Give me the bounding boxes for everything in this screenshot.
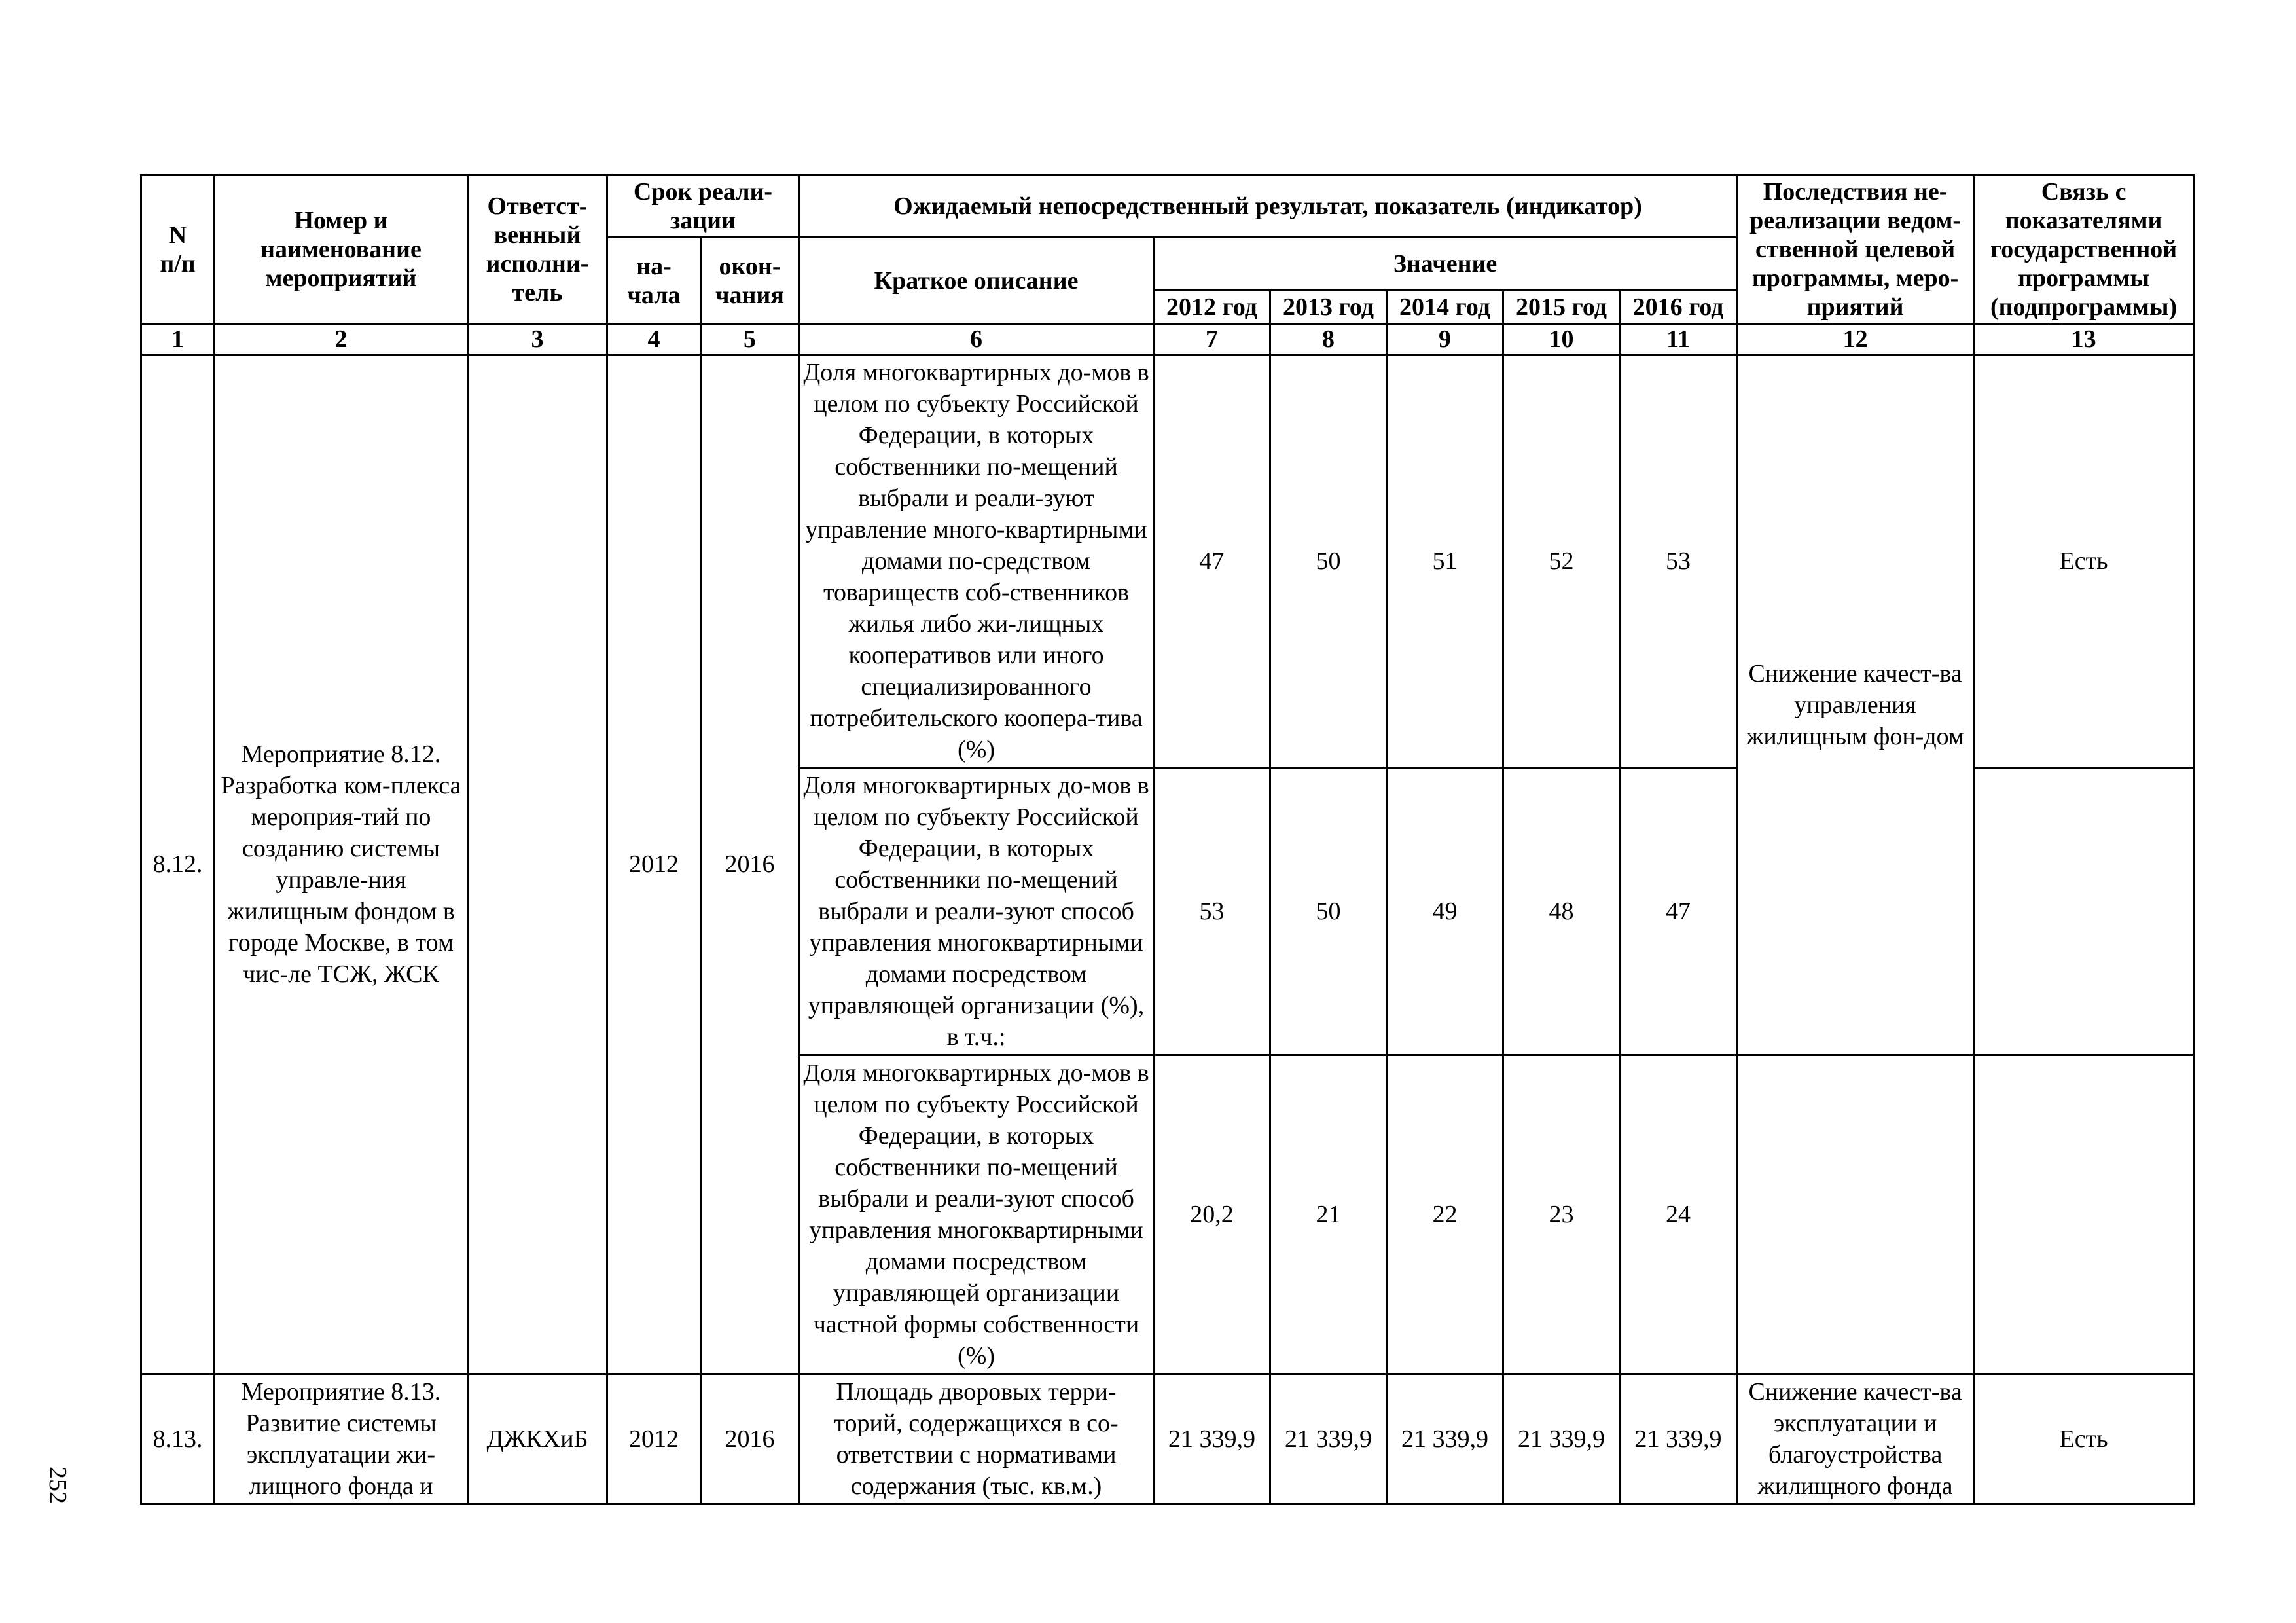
- column-number: 9: [1387, 324, 1503, 355]
- header-year: 2015 год: [1503, 291, 1620, 324]
- header-period-text: Срок реали-зации: [633, 178, 773, 234]
- header-executor-text: Ответст-венный исполни-тель: [486, 192, 589, 306]
- column-number: 4: [607, 324, 701, 355]
- table-row: [141, 355, 2194, 768]
- header-n-text: N п/п: [160, 221, 196, 278]
- row-consequences: Снижение качест-ва эксплуатации и благоустройства жилищного фонда: [1737, 1374, 1974, 1504]
- row-executor: ДЖКХиБ: [468, 1374, 607, 1504]
- row-executor: [468, 355, 607, 1374]
- indicator-value: 49: [1387, 768, 1503, 1055]
- column-number: 10: [1503, 324, 1620, 355]
- indicator-description: Доля многоквартирных до-мов в целом по субъекту Российской Федерации, в которых собственники по-мещений выбрали и реали-зуют способ управления многоквартирными домами посредством управляющей организации (%), в т.ч.:: [799, 768, 1154, 1055]
- header-value: [1154, 238, 1737, 291]
- indicator-link: [1974, 1055, 2194, 1374]
- row-number: 8.13.: [141, 1374, 215, 1504]
- column-number: 12: [1737, 324, 1974, 355]
- column-number: 8: [1270, 324, 1387, 355]
- header-year: 2014 год: [1387, 291, 1503, 324]
- header-end-text: окон-чания: [715, 252, 784, 309]
- indicator-value: 23: [1503, 1055, 1620, 1374]
- column-number: 5: [701, 324, 799, 355]
- header-consequences-text: Последствия не-реализации ведом-ственной целевой программы, меро-приятий: [1749, 178, 1962, 321]
- header-value-text: Значение: [1393, 250, 1498, 278]
- column-number: 6: [799, 324, 1154, 355]
- column-number: 13: [1974, 324, 2194, 355]
- header-result: [799, 175, 1737, 238]
- indicator-value: 52: [1503, 355, 1620, 768]
- row-number: 8.12.: [141, 355, 215, 1374]
- indicator-description: Доля многоквартирных до-мов в целом по субъекту Российской Федерации, в которых собственники по-мещений выбрали и реали-зуют способ управления многоквартирными домами посредством управляющей организации частной формы собственности (%): [799, 1055, 1154, 1374]
- indicator-value: 51: [1387, 355, 1503, 768]
- header-n: [141, 175, 215, 324]
- indicator-value: 21 339,9: [1154, 1374, 1270, 1504]
- row-name: Мероприятие 8.13. Развитие системы эксплуатации жи-лищного фонда и: [215, 1374, 468, 1504]
- indicator-description: Доля многоквартирных до-мов в целом по субъекту Российской Федерации, в которых собственники по-мещений выбрали и реали-зуют управление много-квартирными домами по-средством товариществ соб-ственников жилья либо жи-лищных кооперативов или иного специализированного потребительского коопера-тива (%): [799, 355, 1154, 768]
- header-name: [215, 175, 468, 324]
- indicator-value: 21 339,9: [1620, 1374, 1737, 1504]
- header-name-text: Номер и наименование мероприятий: [260, 207, 422, 292]
- row-consequences-empty: [1737, 1055, 1974, 1374]
- indicator-value: 50: [1270, 768, 1387, 1055]
- row-start: 2012: [607, 1374, 701, 1504]
- indicator-value: 53: [1620, 355, 1737, 768]
- indicator-link: [1974, 768, 2194, 1055]
- indicator-value: 24: [1620, 1055, 1737, 1374]
- column-number: 7: [1154, 324, 1270, 355]
- header-year: 2016 год: [1620, 291, 1737, 324]
- indicator-value: 20,2: [1154, 1055, 1270, 1374]
- header-result-text: Ожидаемый непосредственный результат, показатель (индикатор): [893, 192, 1642, 220]
- indicator-value: 21 339,9: [1387, 1374, 1503, 1504]
- indicator-value: 50: [1270, 355, 1387, 768]
- program-table: [140, 174, 2195, 1505]
- header-consequences: [1737, 175, 1974, 324]
- indicator-value: 21 339,9: [1270, 1374, 1387, 1504]
- header-year: 2013 год: [1270, 291, 1387, 324]
- header-desc: [799, 238, 1154, 324]
- row-start: 2012: [607, 355, 701, 1374]
- header-end: [701, 238, 799, 324]
- column-number: 2: [215, 324, 468, 355]
- page-number: 252: [44, 1467, 71, 1504]
- column-number: 1: [141, 324, 215, 355]
- indicator-value: 53: [1154, 768, 1270, 1055]
- indicator-value: 48: [1503, 768, 1620, 1055]
- header-link: [1974, 175, 2194, 324]
- indicator-link: Есть: [1974, 355, 2194, 768]
- table-row: [141, 1374, 2194, 1504]
- indicator-value: 47: [1154, 355, 1270, 768]
- indicator-link: Есть: [1974, 1374, 2194, 1504]
- header-link-text: Связь с показателями государственной программы (подпрограммы): [1990, 178, 2178, 321]
- header-desc-text: Краткое описание: [874, 266, 1079, 295]
- header-start-text: на-чала: [627, 252, 681, 309]
- row-end: 2016: [701, 1374, 799, 1504]
- header-year: 2012 год: [1154, 291, 1270, 324]
- header-period: [607, 175, 799, 238]
- header-start: [607, 238, 701, 324]
- indicator-value: 21 339,9: [1503, 1374, 1620, 1504]
- header-executor: [468, 175, 607, 324]
- row-name: Мероприятие 8.12. Разработка ком-плекса мероприя-тий по созданию системы управле-ния жилищным фондом в городе Москве, в том чис-ле ТСЖ, ЖСК: [215, 355, 468, 1374]
- indicator-value: 22: [1387, 1055, 1503, 1374]
- column-number: 11: [1620, 324, 1737, 355]
- row-consequences: Снижение качест-ва управления жилищным фон-дом: [1737, 355, 1974, 1055]
- indicator-value: 21: [1270, 1055, 1387, 1374]
- indicator-description: Площадь дворовых терри-торий, содержащихся в со-ответствии с нормативами содержания (тыс. кв.м.): [799, 1374, 1154, 1504]
- column-number: 3: [468, 324, 607, 355]
- indicator-value: 47: [1620, 768, 1737, 1055]
- row-end: 2016: [701, 355, 799, 1374]
